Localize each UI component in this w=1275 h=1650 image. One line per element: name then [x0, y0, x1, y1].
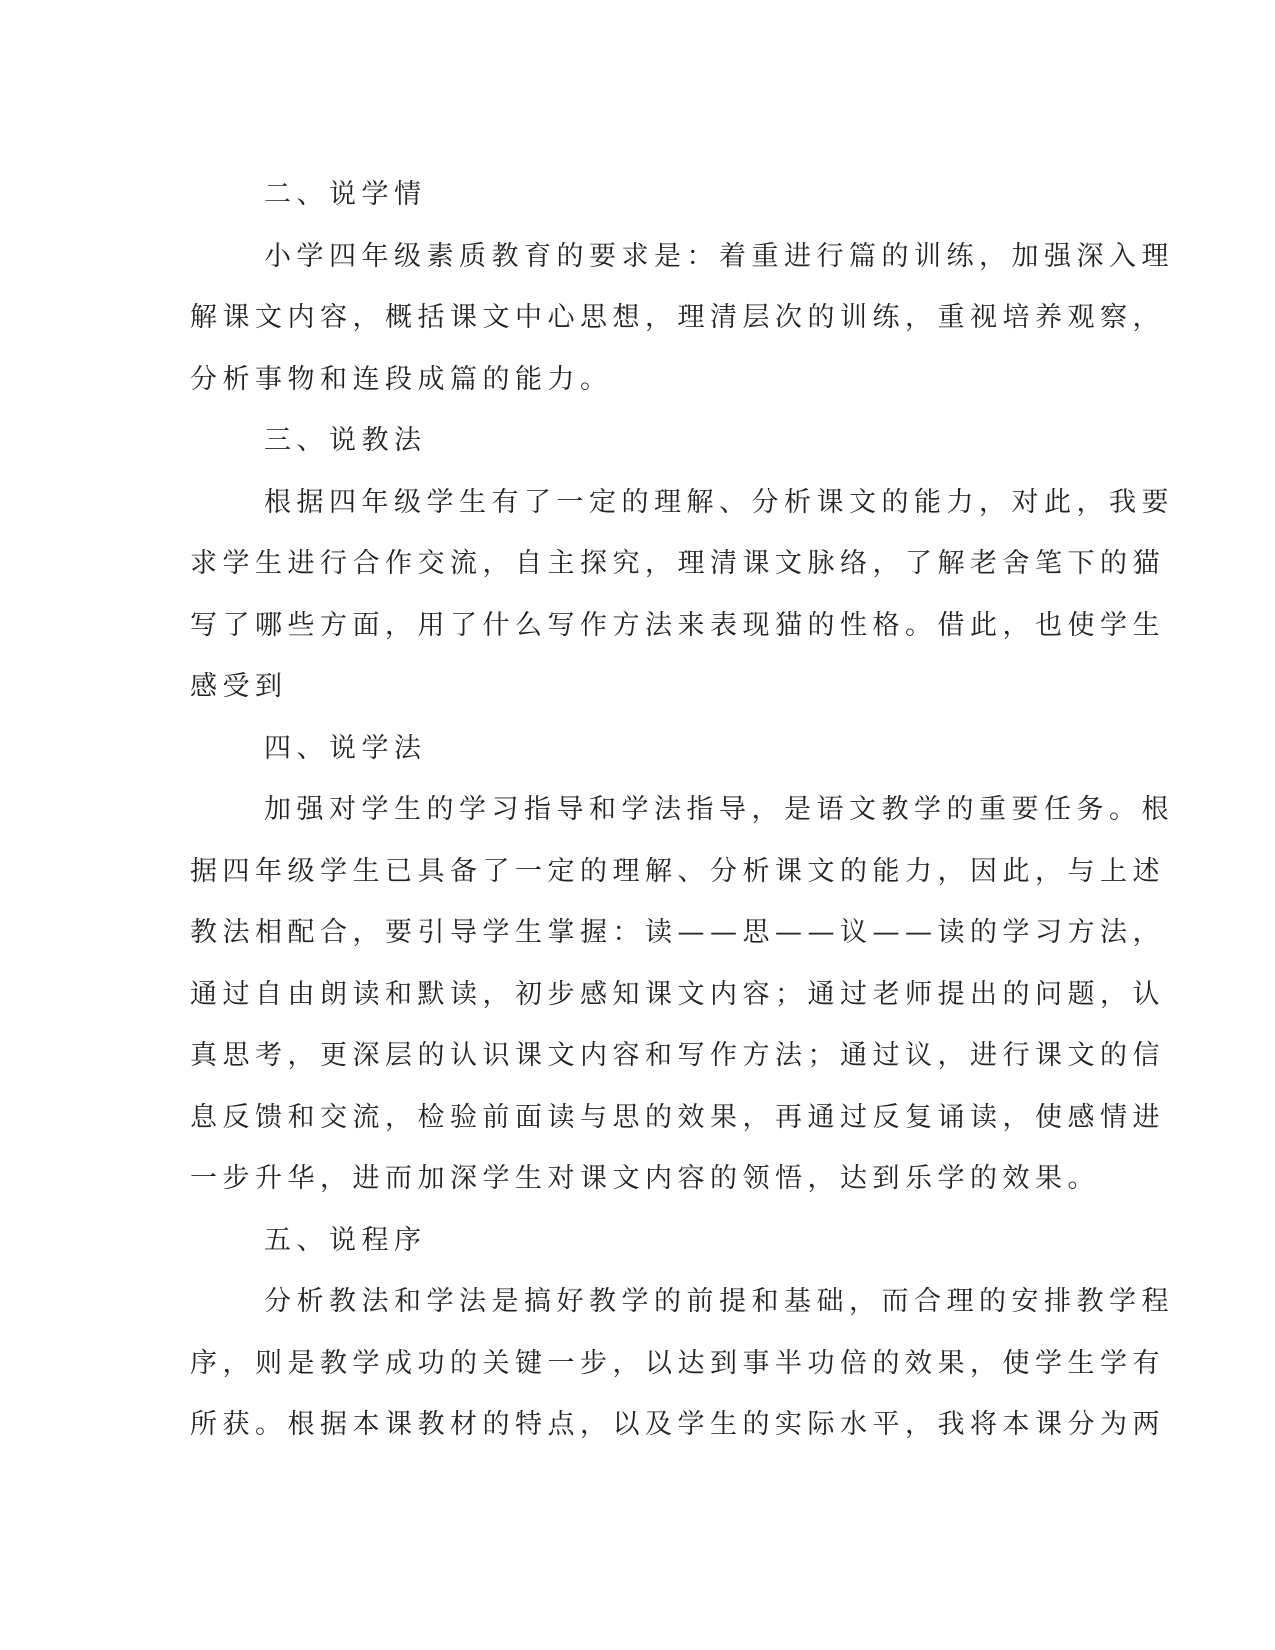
paragraph-line: 真思考，更深层的认识课文内容和写作方法；通过议，进行课文的信: [190, 1040, 1165, 1071]
paragraph-line: 加强对学生的学习指导和学法指导，是语文教学的重要任务。根: [264, 794, 1174, 825]
paragraph-line: 息反馈和交流，检验前面读与思的效果，再通过反复诵读，使感情进: [190, 1101, 1165, 1133]
paragraph-line: 据四年级学生已具备了一定的理解、分析课文的能力，因此，与上述: [190, 855, 1165, 887]
paragraph-line: 根据四年级学生有了一定的理解、分析课文的能力，对此，我要: [264, 486, 1174, 518]
paragraph-line: 写了哪些方面，用了什么写作方法来表现猫的性格。借此，也使学生: [190, 609, 1165, 641]
paragraph-line: 感受到: [190, 671, 288, 702]
paragraph-line: 分析教法和学法是搞好教学的前提和基础，而合理的安排教学程: [264, 1286, 1174, 1317]
paragraph-line: 求学生进行合作交流，自主探究，理清课文脉络，了解老舍笔下的猫: [190, 548, 1165, 579]
section-heading-procedure: 五、说程序: [264, 1224, 427, 1256]
paragraph-line: 序，则是教学成功的关键一步，以达到事半功倍的效果，使学生学有: [190, 1347, 1165, 1379]
section-heading-learning-method: 四、说学法: [264, 732, 427, 764]
paragraph-line: 通过自由朗读和默读，初步感知课文内容；通过老师提出的问题，认: [190, 978, 1165, 1010]
paragraph-line: 分析事物和连段成篇的能力。: [190, 363, 613, 395]
document-body: [190, 164, 1174, 1456]
paragraph-line: 一步升华，进而加深学生对课文内容的领悟，达到乐学的效果。: [190, 1163, 1100, 1194]
paragraph-line: 小学四年级素质教育的要求是：着重进行篇的训练，加强深入理: [264, 240, 1174, 272]
section-heading-teaching-method: 三、说教法: [264, 425, 427, 456]
section-heading-learning-situation: 二、说学情: [264, 179, 427, 210]
paragraph-line: 教法相配合，要引导学生掌握：读——思——议——读的学习方法，: [190, 917, 1165, 948]
paragraph-line: 解课文内容，概括课文中心思想，理清层次的训练，重视培养观察，: [190, 302, 1165, 333]
paragraph-line: 所获。根据本课教材的特点，以及学生的实际水平，我将本课分为两: [190, 1409, 1165, 1440]
